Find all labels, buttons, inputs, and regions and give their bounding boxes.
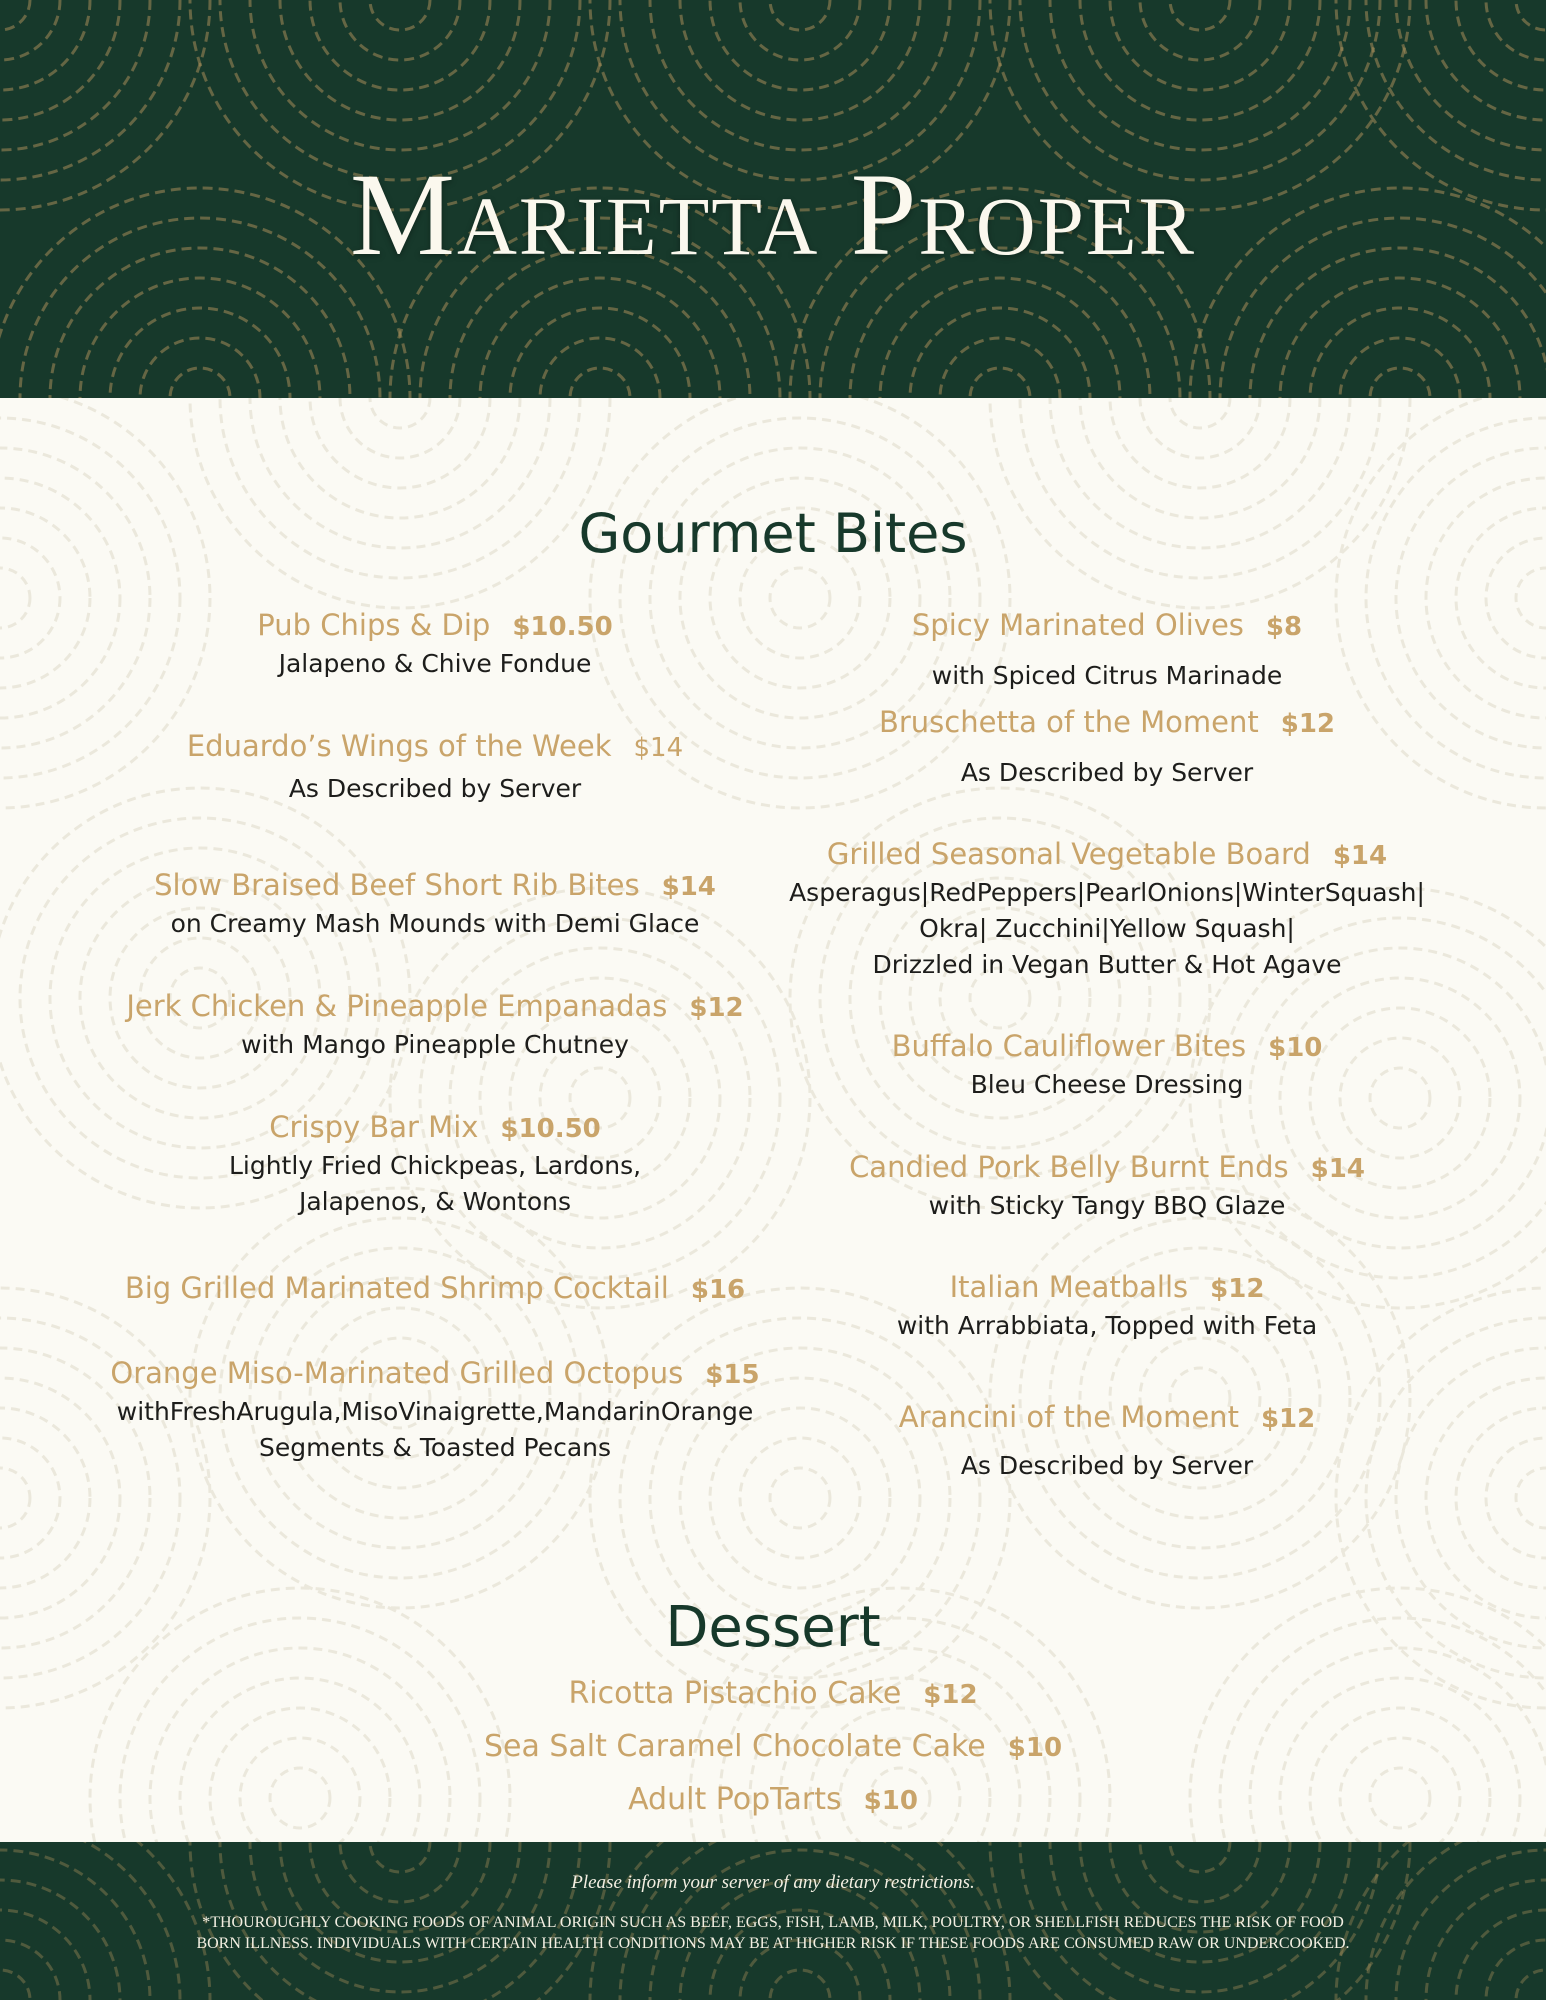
dessert-item: [0, 1728, 1546, 1767]
menu-item: [757, 606, 1457, 694]
footer-banner: [0, 1842, 1546, 2000]
dessert-item: [0, 1675, 1546, 1714]
item-price: $12: [923, 1680, 978, 1710]
item-name: Crispy Bar Mix: [269, 1110, 479, 1144]
item-description: withFreshArugula,MisoVinaigrette,MandarinOrange: [116, 1397, 754, 1426]
pattern-arc: [0, 568, 30, 628]
item-price: $10: [1007, 1733, 1063, 1763]
item-description: Drizzled in Vegan Butter & Hot Agave: [872, 950, 1342, 979]
menu-item: [85, 987, 785, 1063]
item-description: Okra| Zucchini|Yellow Squash|: [919, 914, 1295, 943]
item-price: $10.50: [500, 1114, 601, 1144]
item-price: $14: [1332, 841, 1388, 871]
item-name: Bruschetta of the Moment: [878, 705, 1259, 739]
menu-item: [85, 1108, 785, 1220]
item-price: $10: [1268, 1033, 1323, 1063]
item-name: Orange Miso-Marinated Grilled Octopus: [110, 1356, 684, 1390]
menu-item: [85, 606, 785, 682]
item-description: with Mango Pineapple Chutney: [241, 1030, 629, 1059]
item-name: Pub Chips & Dip: [257, 608, 491, 642]
dessert-item: [0, 1781, 1546, 1820]
menu-item: [757, 703, 1457, 791]
item-name: Slow Braised Beef Short Rib Bites: [154, 868, 640, 902]
menu-item: [757, 1148, 1457, 1224]
item-description: with Arrabbiata, Topped with Feta: [896, 1311, 1318, 1340]
item-price: $12: [689, 993, 744, 1023]
menu-item: [85, 1354, 785, 1466]
item-name: Buffalo Cauliflower Bites: [891, 1029, 1247, 1063]
menu-item: [85, 866, 785, 942]
item-name: Arancini of the Moment: [898, 1400, 1239, 1434]
warning-line: *THOUROUGHLY COOKING FOODS OF ANIMAL ORIGIN SUCH AS BEEF, EGGS, FISH, LAMB, MILK, POULTRY, OR SHELLFISH REDUCES THE RISK OF FOOD: [202, 1914, 1344, 1931]
item-description: Jalapeno & Chive Fondue: [278, 649, 592, 678]
item-name: Spicy Marinated Olives: [911, 608, 1244, 642]
pattern-arc: [1456, 0, 1546, 90]
item-name: Italian Meatballs: [949, 1270, 1189, 1304]
item-name: Ricotta Pistachio Cake: [568, 1676, 902, 1711]
item-name: Big Grilled Marinated Shrimp Cocktail: [124, 1271, 669, 1305]
item-description: Jalapenos, & Wontons: [298, 1187, 572, 1216]
dessert-title: Dessert: [665, 1595, 881, 1660]
item-name: Candied Pork Belly Burnt Ends: [849, 1150, 1289, 1184]
item-price: $14: [661, 872, 716, 902]
pattern-arc: [0, 0, 30, 30]
warning-line: BORN ILLNESS. INDIVIDUALS WITH CERTAIN HEALTH CONDITIONS MAY BE AT HIGHER RISK IF THESE FOODS ARE CONSUMED RAW OR UNDERCOOKED.: [196, 1935, 1350, 1952]
item-description: Bleu Cheese Dressing: [970, 1070, 1244, 1099]
item-description: As Described by Server: [960, 1451, 1254, 1480]
menu-item: [757, 1268, 1457, 1344]
pattern-arc: [370, 1842, 430, 1872]
item-price: $16: [690, 1275, 746, 1305]
item-price: $8: [1265, 612, 1303, 642]
item-description: Segments & Toasted Pecans: [258, 1433, 612, 1462]
dietary-note: Please inform your server of any dietary restrictions.: [571, 1872, 975, 1893]
item-price: $12: [1210, 1274, 1265, 1304]
pattern-arc: [0, 1408, 90, 1588]
pattern-arc: [1516, 1468, 1546, 1528]
item-price: $10: [863, 1786, 918, 1816]
item-name: Sea Salt Caramel Chocolate Cake: [483, 1729, 986, 1764]
item-description: with Spiced Citrus Marinade: [931, 661, 1283, 690]
pattern-arc: [1170, 1842, 1230, 1872]
pattern-arc: [770, 1970, 830, 2000]
item-price: $12: [1260, 1404, 1316, 1434]
menu-item: [85, 1269, 785, 1309]
pattern-arc: [0, 1970, 30, 2000]
pattern-arc: [1456, 1408, 1546, 1588]
menu-item: [757, 1027, 1457, 1103]
pattern-arc: [1516, 0, 1546, 30]
item-description: Asperagus|RedPeppers|PearlOnions|WinterSquash|: [789, 878, 1425, 907]
item-description: As Described by Server: [288, 774, 582, 803]
pattern-arc: [0, 1468, 30, 1528]
item-price: $10.50: [512, 612, 613, 642]
pattern-arc: [1516, 568, 1546, 628]
restaurant-name: Marietta Proper: [350, 149, 1196, 280]
pattern-arc: [0, 0, 90, 90]
item-description: As Described by Server: [960, 758, 1254, 787]
menu-item: [757, 835, 1457, 983]
item-description: Lightly Fried Chickpeas, Lardons,: [228, 1151, 642, 1180]
item-name: Jerk Chicken & Pineapple Empanadas: [126, 989, 668, 1023]
item-price: $14: [1310, 1154, 1365, 1184]
food-safety-warning: [60, 1912, 1486, 1954]
menu-item: [85, 727, 785, 807]
item-description: on Creamy Mash Mounds with Demi Glace: [170, 909, 700, 938]
gourmet-bites-title: Gourmet Bites: [578, 502, 968, 565]
pattern-arc: [1516, 1970, 1546, 2000]
item-price: $12: [1280, 709, 1336, 739]
item-name: Grilled Seasonal Vegetable Board: [826, 837, 1311, 871]
item-description: with Sticky Tangy BBQ Glaze: [928, 1191, 1286, 1220]
item-price: $15: [705, 1360, 760, 1390]
item-price: $14: [633, 733, 684, 763]
item-name: Eduardo’s Wings of the Week: [186, 729, 612, 763]
item-name: Adult PopTarts: [628, 1782, 842, 1817]
menu-item: [757, 1398, 1457, 1484]
